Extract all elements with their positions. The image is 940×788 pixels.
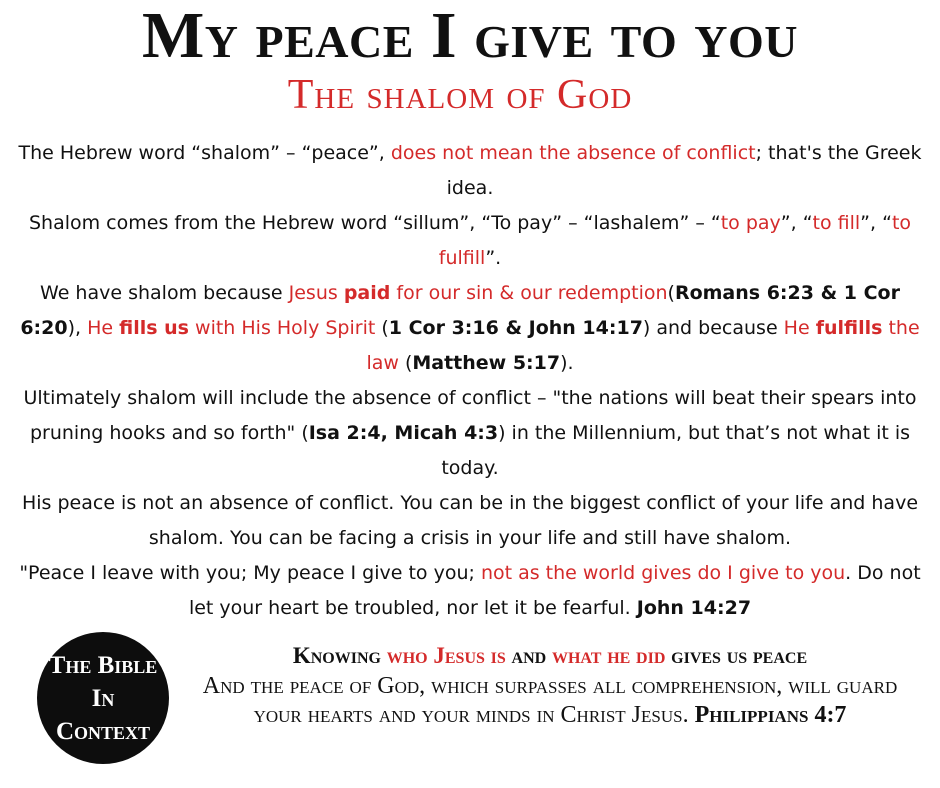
text-span: ) and because <box>642 317 784 339</box>
highlight-bold-span: fills us <box>119 317 189 339</box>
highlight-span: not as the world gives do I give to you <box>480 562 846 584</box>
page-title: My peace I give to you <box>141 0 799 72</box>
logo-line-1: The Bible <box>48 651 158 679</box>
text-span: ) in the Millennium, but that’s not what it is today. <box>441 422 911 479</box>
highlight-span: with His Holy Spirit <box>189 317 376 339</box>
scripture-ref: Matthew 5:17 <box>412 352 561 374</box>
text-span: and <box>505 643 552 668</box>
scripture-ref: 1 Cor 3:16 & John 14:17 <box>388 317 643 339</box>
text-span: We have shalom because <box>40 282 289 304</box>
text-span: . Do not let your heart be troubled, nor let it be fearful. <box>188 562 921 619</box>
highlight-span: the law <box>366 317 920 374</box>
paragraph-4 <box>14 381 926 486</box>
text-span: ( <box>398 352 413 374</box>
paragraph-5: His peace is not an absence of conflict. You can be in the biggest conflict of your life and have shalom. You can be facing a crisis in your life and still have shalom. <box>21 492 919 549</box>
verse-text: And the peace of God, which surpasses all comprehension, will guard your hearts and your minds in Christ Jesus. <box>202 673 898 728</box>
highlight-span: who Jesus is <box>386 643 506 668</box>
footer-heading <box>180 640 920 672</box>
text-span: Shalom comes from the Hebrew word “sillum”, “To pay” – “lashalem” – “ <box>28 212 721 234</box>
highlight-span: does not mean the absence of conflict <box>390 142 756 164</box>
text-span: Ultimately shalom will include the absence of conflict – "the nations will beat their spears into pruning hooks and so forth" ( <box>23 387 917 444</box>
text-span: ”, “ <box>780 212 813 234</box>
text-span: ). <box>560 352 574 374</box>
highlight-span: to pay <box>720 212 781 234</box>
scripture-ref: Isa 2:4, Micah 4:3 <box>308 422 499 444</box>
text-span: ), <box>67 317 88 339</box>
text-span: ”, “ <box>860 212 892 234</box>
text-span: ”. <box>485 247 502 269</box>
scripture-ref: John 14:27 <box>636 597 752 619</box>
footer-block <box>180 640 920 730</box>
text-span: ( <box>375 317 389 339</box>
paragraph-3 <box>14 276 926 381</box>
text-span: ; that's the Greek idea. <box>446 142 922 199</box>
highlight-span: He <box>87 317 120 339</box>
text-span: "Peace I leave with you; My peace I give to you; <box>19 562 481 584</box>
highlight-bold-span: fulfills <box>815 317 883 339</box>
highlight-span: to fulfill <box>438 212 912 269</box>
paragraph-6 <box>14 556 926 626</box>
text-span: Knowing <box>292 643 387 668</box>
scripture-ref: Philippians 4:7 <box>694 702 847 728</box>
paragraph-2 <box>14 206 926 276</box>
bible-in-context-logo <box>37 632 169 764</box>
page-subtitle: The shalom of God <box>287 72 633 118</box>
logo-line-2: In <box>91 684 115 712</box>
highlight-span: Jesus <box>288 282 344 304</box>
highlight-bold-span: paid <box>343 282 391 304</box>
highlight-span: for our sin & our redemption <box>390 282 668 304</box>
highlight-span: what he did <box>551 643 666 668</box>
text-span: gives us peace <box>665 643 808 668</box>
highlight-span: He <box>783 317 816 339</box>
text-span: The Hebrew word “shalom” – “peace”, <box>18 142 391 164</box>
highlight-span: to fill <box>812 212 861 234</box>
scripture-ref: Romans 6:23 & 1 Cor 6:20 <box>20 282 900 339</box>
logo-line-3: Context <box>55 717 151 745</box>
footer-verse <box>180 672 920 730</box>
paragraph-1 <box>14 136 926 206</box>
body-text <box>14 136 926 626</box>
text-span: ( <box>667 282 675 304</box>
